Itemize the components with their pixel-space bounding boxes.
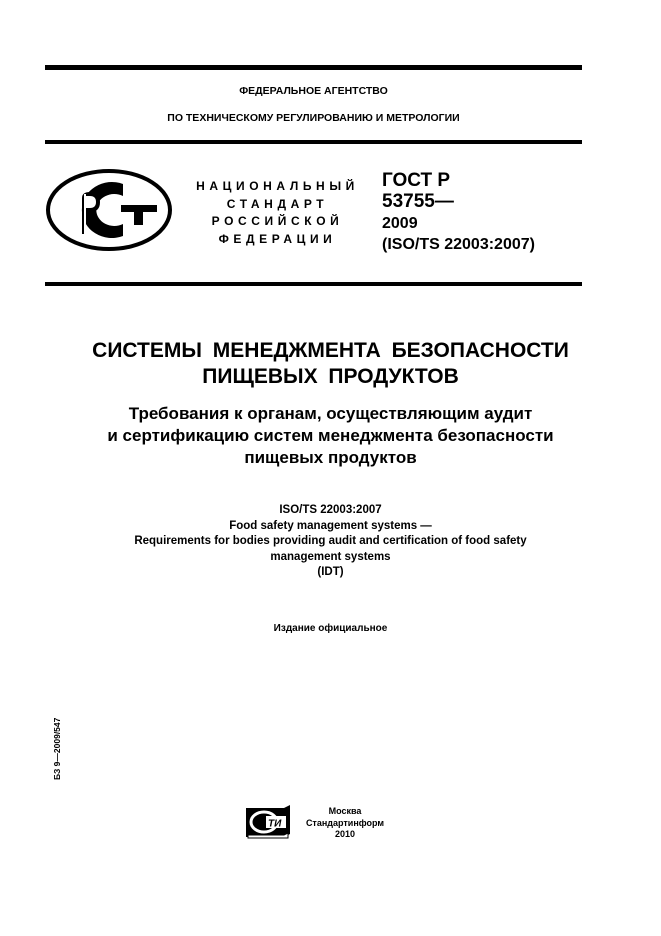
standard-designation bbox=[382, 170, 535, 255]
publisher-info bbox=[300, 806, 390, 841]
national-standard-line: НАЦИОНАЛЬНЫЙ bbox=[196, 179, 359, 193]
svg-text:ТИ: ТИ bbox=[268, 818, 282, 830]
publisher-city: Москва bbox=[328, 806, 362, 816]
title-line-1: СИСТЕМЫ МЕНЕДЖМЕНТА БЕЗОПАСНОСТИ bbox=[92, 339, 569, 362]
top-rule bbox=[45, 65, 582, 70]
iso-line-1: Food safety management systems — bbox=[229, 519, 432, 532]
document-subtitle bbox=[0, 403, 661, 469]
side-code: БЗ 9—2009/547 bbox=[52, 717, 62, 780]
agency-line-1: ФЕДЕРАЛЬНОЕ АГЕНТСТВО bbox=[239, 85, 388, 97]
iso-line-3: management systems bbox=[270, 550, 391, 563]
designation-line-3: 2009 bbox=[382, 215, 418, 232]
designation-line-2: 53755— bbox=[382, 191, 454, 212]
document-title bbox=[0, 338, 661, 390]
national-standard-line: ФЕДЕРАЦИИ bbox=[218, 231, 337, 246]
title-line-2: ПИЩЕВЫХ ПРОДУКТОВ bbox=[202, 365, 459, 388]
iso-line-4: (IDT) bbox=[317, 566, 344, 579]
iso-line-2: Requirements for bodies providing audit and certification of food safety bbox=[134, 535, 527, 548]
iso-reference bbox=[0, 503, 661, 581]
national-standard-label bbox=[190, 178, 365, 248]
subtitle-line-2: и сертификацию систем менеджмента безопасности bbox=[107, 426, 554, 445]
publisher-name: Стандартинформ bbox=[305, 817, 385, 828]
edition-label: Издание официальное bbox=[273, 623, 388, 634]
iso-code: ISO/TS 22003:2007 bbox=[279, 504, 382, 516]
subtitle-line-1: Требования к органам, осуществляющим аудит bbox=[128, 404, 533, 423]
header-rule bbox=[45, 140, 582, 144]
designation-line-1: ГОСТ Р bbox=[382, 170, 451, 191]
agency-line-2: ПО ТЕХНИЧЕСКОМУ РЕГУЛИРОВАНИЮ И МЕТРОЛОГИИ bbox=[167, 112, 460, 124]
designation-line-4: (ISO/TS 22003:2007) bbox=[382, 236, 535, 253]
publisher-year: 2010 bbox=[334, 829, 356, 839]
national-standard-line: РОССИЙСКОЙ bbox=[211, 214, 344, 228]
subtitle-line-3: пищевых продуктов bbox=[244, 448, 417, 467]
national-standard-line: СТАНДАРТ bbox=[226, 196, 329, 211]
designation-rule bbox=[45, 282, 582, 286]
gost-r-logo-icon bbox=[45, 168, 173, 252]
standartinform-logo-icon bbox=[244, 804, 292, 840]
